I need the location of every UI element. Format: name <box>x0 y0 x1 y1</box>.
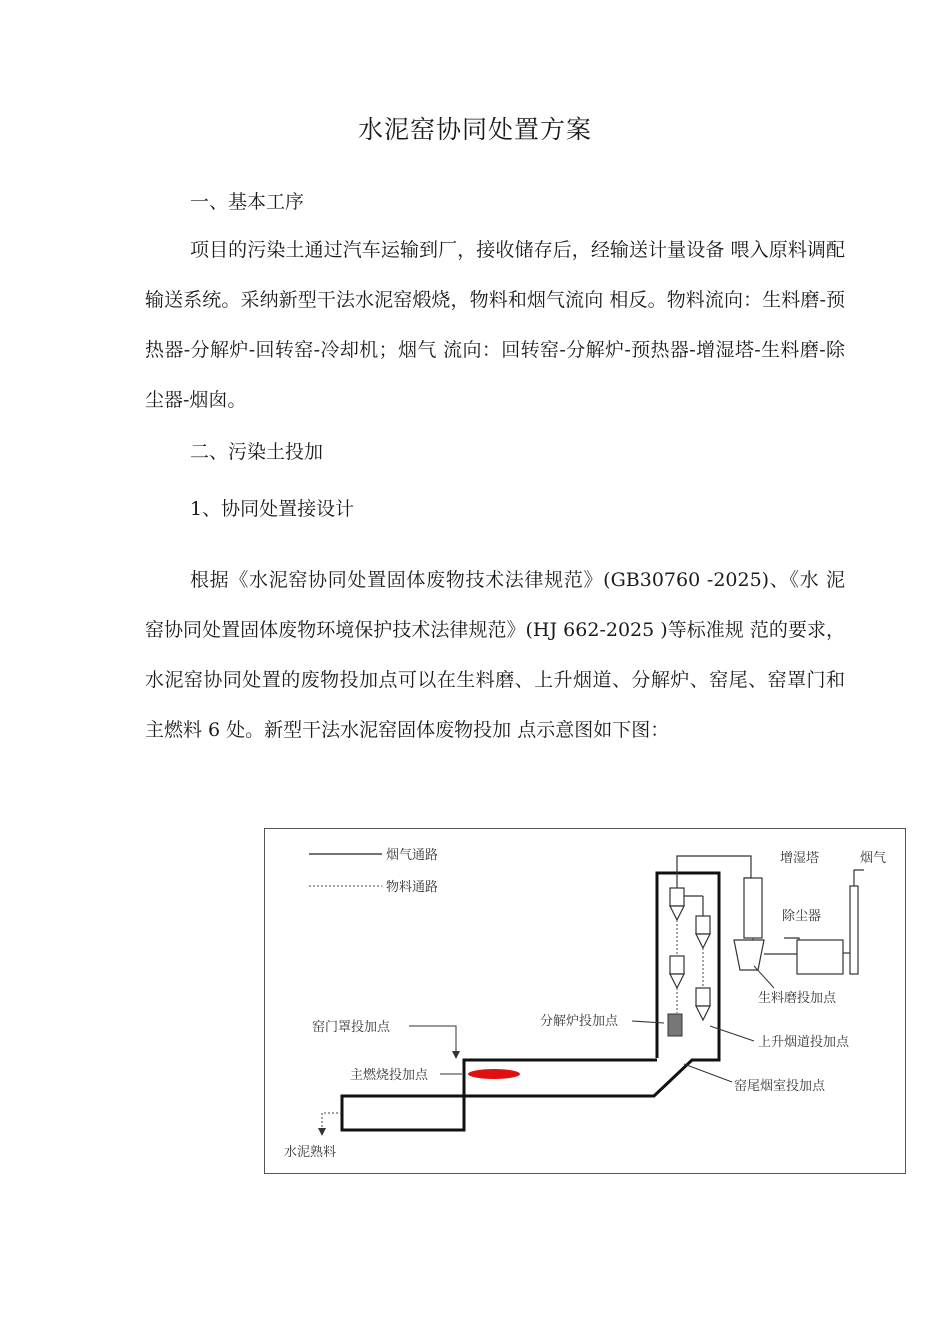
dust-collector-label: 除尘器 <box>782 909 822 924</box>
riser-point-label: 上升烟道投加点 <box>758 1035 850 1050</box>
calciner-point-label: 分解炉投加点 <box>540 1014 619 1029</box>
page-title: 水泥窑协同处置方案 <box>357 115 592 144</box>
main-burner-point-label: 主燃烧投加点 <box>350 1068 429 1083</box>
humidifier-tower <box>744 878 762 938</box>
raw-mill <box>734 940 764 970</box>
sub-heading-design: 1、协同处置接设计 <box>190 498 355 520</box>
flue-gas-label: 烟气 <box>860 851 887 866</box>
kiln-hood-point-label: 窑门罩投加点 <box>312 1020 391 1035</box>
legend-material-label: 物料通路 <box>386 880 439 895</box>
section-heading-basic-process: 一、基本工序 <box>190 191 305 213</box>
section-heading-soil-feeding: 二、污染土投加 <box>190 441 324 463</box>
legend-gas-label: 烟气通路 <box>386 848 439 863</box>
calciner-block <box>668 1014 682 1036</box>
burner-flame <box>468 1069 520 1079</box>
humidifier-label: 增湿塔 <box>780 851 820 866</box>
raw-mill-point-label: 生料磨投加点 <box>758 991 837 1006</box>
clinker-label: 水泥熟料 <box>284 1145 337 1160</box>
kiln-inlet-point-label: 窑尾烟室投加点 <box>734 1079 826 1094</box>
paragraph-process: 项目的污染土通过汽车运输到厂，接收储存后，经输送计量设备 喂入原料调配输送系统。采纳新型干法水泥窑煅烧，物料和烟气流向 相反。物料流向：生料磨-预热器-分解炉-回转窑-冷却机；烟气 流向：回转窑-分解炉-预热器-增湿塔-生料磨-除尘器-烟囱。 <box>145 239 845 411</box>
feeding-point-diagram <box>264 828 906 1174</box>
dust-collector <box>797 940 843 974</box>
paragraph-standards: 根据《水泥窑协同处置固体废物技术法律规范》(GB30760 -2025)、《水 泥窑协同处置固体废物环境保护技术法律规范》(HJ 662-2025 )等标准规 范的要求，水泥窑协同处置的废物投加点可以在生料磨、上升烟道、分解炉、窑尾、窑罩门和主燃料 6 处。新型干法水泥窑固体废物投加 点示意图如下图： <box>145 569 845 741</box>
chimney <box>850 886 858 974</box>
